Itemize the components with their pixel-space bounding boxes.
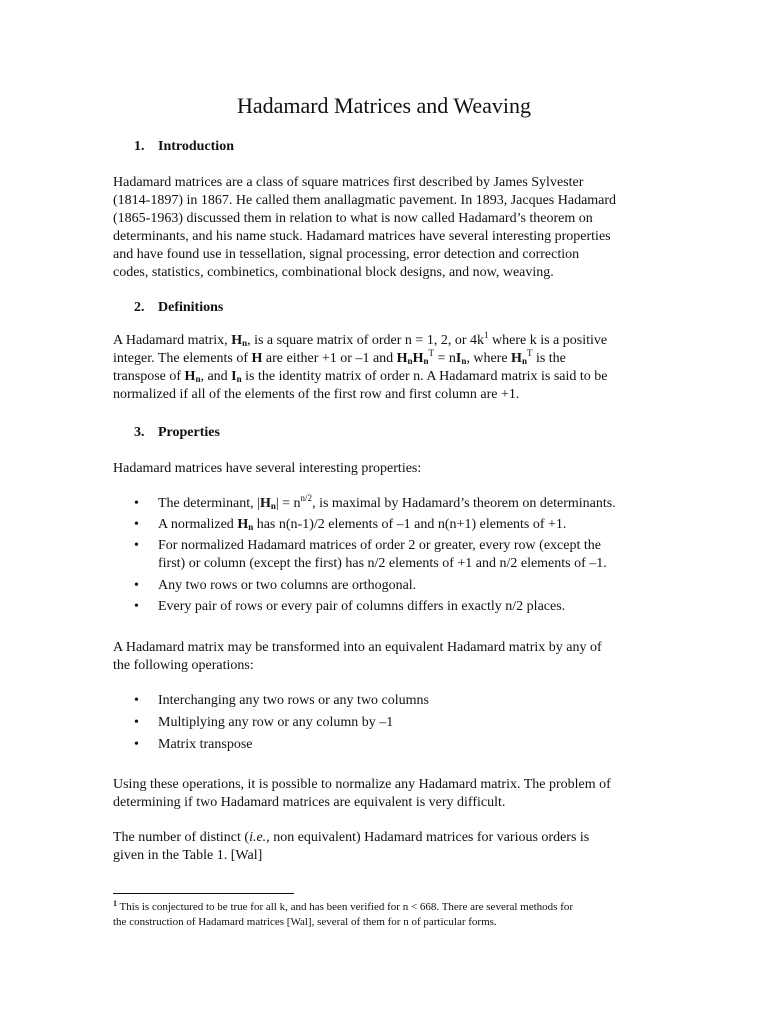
section-title: Properties — [158, 425, 220, 440]
section-number: 3. — [134, 425, 145, 440]
section-title: Introduction — [158, 139, 234, 154]
properties-intro — [113, 460, 653, 478]
paragraph-line: determining if two Hadamard matrices are equivalent is very difficult. — [113, 795, 506, 810]
paragraph-line: and have found use in tessellation, signal processing, error detection and correction — [113, 247, 580, 262]
section-title: Definitions — [158, 300, 224, 315]
equivalence-paragraph — [113, 639, 653, 675]
bullet-icon: • — [134, 517, 139, 532]
list-item: • For normalized Hadamard matrices of order 2 or greater, every row (except the first) or column (except the first) has n/2 elements of +1 and n/2 elements of –1. — [134, 538, 607, 571]
paragraph-line: transpose of $H_n$, and $I_n$ is the identity matrix of order n. A Hadamard matrix is said to be — [113, 369, 608, 384]
paragraph-line: Using these operations, it is possible to normalize any Hadamard matrix. The problem of — [113, 777, 611, 792]
bullet-icon: • — [134, 578, 139, 593]
footnote — [113, 900, 653, 930]
bullet-icon: • — [134, 715, 139, 730]
section-number: 2. — [134, 300, 145, 315]
paragraph-line: Hadamard matrices have several interesting properties: — [113, 461, 422, 476]
section-heading-properties — [134, 424, 220, 442]
paragraph-line: normalized if all of the elements of the first row and first column are +1. — [113, 387, 520, 402]
list-item: • Any two rows or two columns are orthogonal. — [134, 578, 417, 593]
list-item: • The determinant, $|H_n| = n^{n/2}$, is maximal by Hadamard’s theorem on determinants. — [134, 493, 616, 511]
paragraph-line: determinants, and his name stuck. Hadamard matrices have several interesting properties — [113, 229, 611, 244]
section-heading-introduction — [134, 138, 234, 156]
paragraph-line: codes, statistics, combinetics, combinational block designs, and now, weaving. — [113, 265, 554, 280]
operations-list — [134, 692, 664, 758]
paragraph-line: (1865-1963) discussed them in relation to what is now called Hadamard’s theorem on — [113, 211, 593, 226]
bullet-icon: • — [134, 538, 139, 553]
bullet-icon: • — [134, 599, 139, 614]
footnote-line: the construction of Hadamard matrices [Wal], several of them for n of particular forms. — [113, 916, 497, 928]
paragraph-line: A Hadamard matrix, $H_n$, is a square matrix of order n = 1, 2, or $4k^1$ where k is a positive — [113, 330, 608, 348]
section-number: 1. — [134, 139, 145, 154]
list-item: • Matrix transpose — [134, 737, 253, 752]
paragraph-line: The number of distinct (i.e., non equivalent) Hadamard matrices for various orders is — [113, 830, 590, 845]
paragraph-line: integer. The elements of H are either +1 or –1 and $H_nH_n^T = nI_n$, where $H_n^T$ is the — [113, 348, 566, 366]
properties-list — [134, 495, 664, 619]
footnote-separator — [113, 893, 294, 894]
paragraph-line: A Hadamard matrix may be transformed into an equivalent Hadamard matrix by any of — [113, 640, 602, 655]
introduction-paragraph — [113, 174, 653, 282]
footnote-mark: 1 — [113, 899, 117, 908]
paragraph-line: (1814-1897) in 1867. He called them anallagmatic pavement. In 1893, Jacques Hadamard — [113, 193, 617, 208]
bullet-icon: • — [134, 496, 139, 511]
definitions-paragraph — [113, 332, 653, 404]
list-item: • Interchanging any two rows or any two columns — [134, 693, 429, 708]
document-title: Hadamard Matrices and Weaving — [236, 93, 532, 118]
paragraph-line: Hadamard matrices are a class of square matrices first described by James Sylvester — [113, 175, 584, 190]
bullet-icon: • — [134, 737, 139, 752]
footnote-reference[interactable]: 1 — [484, 330, 489, 340]
list-item: • Every pair of rows or every pair of columns differs in exactly n/2 places. — [134, 599, 566, 614]
section-heading-definitions — [134, 299, 223, 317]
list-item: • A normalized $H_n$ has n(n-1)/2 elements of –1 and n(n+1) elements of +1. — [134, 517, 567, 532]
list-item: • Multiplying any row or any column by –1 — [134, 715, 394, 730]
bullet-icon: • — [134, 693, 139, 708]
paragraph-line: given in the Table 1. [Wal] — [113, 848, 263, 863]
distinct-count-paragraph — [113, 829, 653, 865]
footnote-line: $^1$ This is conjectured to be true for all k, and has been verified for n < 668. There are several methods for — [113, 899, 574, 913]
normalization-paragraph — [113, 776, 653, 812]
paragraph-line: the following operations: — [113, 658, 254, 673]
